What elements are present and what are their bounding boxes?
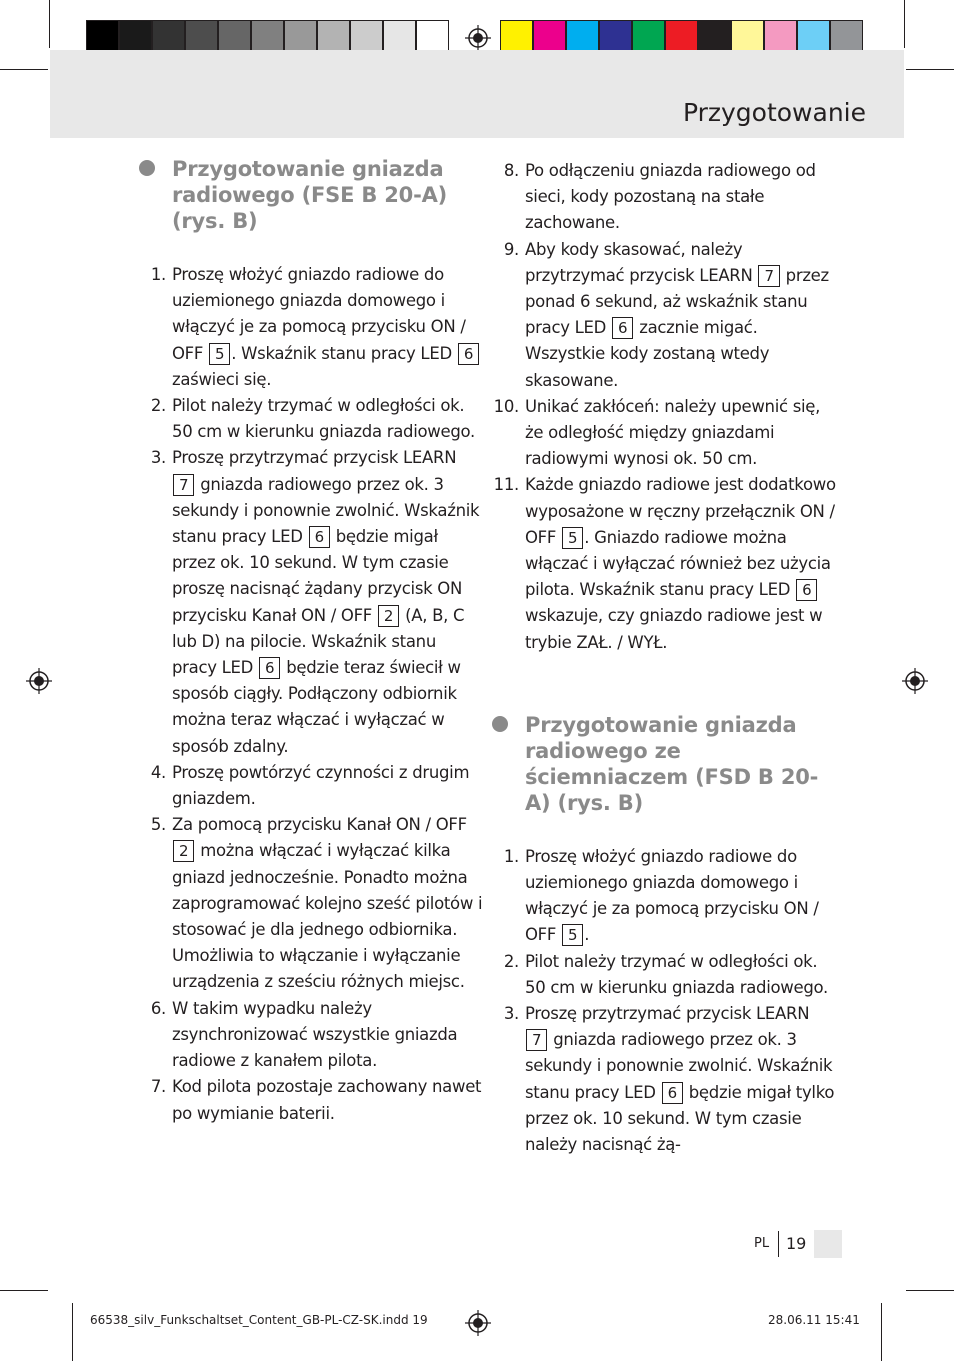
list-item bbox=[505, 844, 837, 949]
registration-mark-icon bbox=[26, 668, 52, 694]
part-reference-number: 5 bbox=[209, 343, 230, 365]
step-text: Kod pilota pozostaje zachowany nawet po wymianie baterii. bbox=[172, 1077, 482, 1123]
step-number: 1. bbox=[503, 846, 519, 866]
list-item bbox=[505, 949, 837, 1001]
crop-mark bbox=[906, 69, 954, 70]
color-swatch bbox=[86, 20, 119, 54]
step-number: 2. bbox=[150, 396, 166, 416]
bullet-icon bbox=[139, 160, 155, 176]
part-reference-number: 7 bbox=[173, 474, 194, 496]
step-text: będzie migał tylko przez ok. 10 sekund. W tym czasie należy nacisnąć żą- bbox=[525, 1082, 835, 1155]
part-reference-number: 6 bbox=[796, 579, 817, 601]
step-list bbox=[492, 158, 837, 656]
step-text: będzie migał przez ok. 10 sekund. W tym czasie proszę nacisnąć żądany przycisk ON przycisku Kanał ON / OFF bbox=[172, 527, 463, 625]
right-column bbox=[492, 158, 837, 1158]
part-reference-number: 6 bbox=[458, 343, 479, 365]
page-tab bbox=[814, 1230, 842, 1258]
step-number: 1. bbox=[150, 265, 166, 284]
part-reference-number: 6 bbox=[259, 657, 280, 679]
page-title: Przygotowanie bbox=[682, 98, 866, 127]
step-list bbox=[492, 844, 837, 1158]
step-list bbox=[139, 262, 484, 1127]
part-reference-number: 7 bbox=[526, 1029, 547, 1051]
list-item bbox=[152, 393, 484, 445]
color-swatch bbox=[416, 20, 449, 54]
section-heading bbox=[492, 712, 837, 816]
color-swatch bbox=[383, 20, 416, 54]
step-number: 3. bbox=[503, 1004, 519, 1024]
color-swatch bbox=[764, 20, 797, 54]
section-heading bbox=[139, 156, 484, 234]
step-text: Za pomocą przycisku Kanał ON / OFF bbox=[172, 815, 467, 835]
step-number: 8. bbox=[503, 161, 519, 180]
list-item bbox=[505, 237, 837, 394]
step-text: gniazda radiowego przez ok. 3 sekundy i ponownie zwolnić. Wskaźnik stanu pracy LED bbox=[172, 474, 480, 547]
step-number: 2. bbox=[503, 951, 519, 971]
step-text: Pilot należy trzymać w odległości ok. 50 cm w kierunku gniazda radiowego. bbox=[172, 396, 475, 442]
color-swatch bbox=[218, 20, 251, 54]
crop-mark bbox=[72, 1303, 73, 1361]
list-item bbox=[152, 445, 484, 759]
crop-mark bbox=[906, 1290, 954, 1291]
registration-mark-icon bbox=[465, 25, 491, 51]
color-swatch bbox=[632, 20, 665, 54]
step-text: można włączać i wyłączać kilka gniazd jednocześnie. Ponadto można zaprogramować kolejno sześć pilotów i stosować je dla jednego odbiornika. Umożliwia to włączanie i wyłączanie urządzenia z sześciu różnych miejsc. bbox=[172, 841, 483, 992]
color-swatch bbox=[317, 20, 350, 54]
part-reference-number: 5 bbox=[562, 924, 583, 946]
gray-scale-bar bbox=[86, 20, 449, 54]
color-swatch bbox=[566, 20, 599, 54]
part-reference-number: 7 bbox=[758, 265, 779, 287]
list-item bbox=[152, 1074, 484, 1126]
list-item bbox=[152, 262, 484, 393]
step-text: Po odłączeniu gniazda radiowego od sieci, kody pozostaną na stałe zachowane. bbox=[525, 161, 816, 233]
step-text: Proszę włożyć gniazdo radiowe do uziemionego gniazda domowego i włączyć je za pomocą przycisku ON / OFF bbox=[525, 846, 819, 945]
step-text: Aby kody skasować, należy przytrzymać przycisk LEARN bbox=[525, 239, 758, 285]
step-text: (A, B, C lub D) na pilocie. Wskaźnik stanu pracy LED bbox=[172, 605, 465, 678]
step-number: 6. bbox=[150, 998, 166, 1018]
crop-mark bbox=[49, 0, 50, 48]
step-text: . Gniazdo radiowe można włączać i wyłączać również bez użycia pilota. Wskaźnik stanu pracy LED bbox=[525, 527, 831, 600]
color-swatch bbox=[152, 20, 185, 54]
color-swatch bbox=[119, 20, 152, 54]
list-item bbox=[152, 996, 484, 1075]
list-item bbox=[505, 1001, 837, 1158]
step-text: W takim wypadku należy zsynchronizować wszystkie gniazda radiowe z kanałem pilota. bbox=[172, 998, 458, 1071]
color-swatch bbox=[185, 20, 218, 54]
list-item bbox=[152, 812, 484, 995]
part-reference-number: 5 bbox=[562, 527, 583, 549]
step-text: będzie teraz świecił w sposób ciągły. Podłączony odbiornik można teraz włączać i wyłączać w sposób zdalny. bbox=[172, 658, 461, 756]
step-number: 11. bbox=[493, 475, 519, 495]
part-reference-number: 6 bbox=[662, 1082, 683, 1104]
color-swatch bbox=[533, 20, 566, 54]
color-swatch bbox=[731, 20, 764, 54]
color-control-bar bbox=[500, 20, 863, 54]
section-title: Przygotowanie gniazda radiowego (FSE B 20-A) (rys. B) bbox=[172, 157, 448, 233]
crop-mark bbox=[0, 69, 48, 70]
step-text: . bbox=[584, 925, 590, 945]
slug-date: 28.06.11 15:41 bbox=[768, 1313, 860, 1327]
section-title: Przygotowanie gniazda radiowego ze ściemniaczem (FSD B 20-A) (rys. B) bbox=[525, 712, 819, 815]
step-text: gniazda radiowego przez ok. 3 sekundy i ponownie zwolnić. Wskaźnik stanu pracy LED bbox=[525, 1030, 833, 1102]
step-number: 3. bbox=[150, 448, 166, 468]
footer-divider bbox=[778, 1231, 779, 1257]
step-text: zacznie migać. Wszystkie kody zostaną wtedy skasowane. bbox=[525, 318, 770, 390]
step-text: zaświeci się. bbox=[172, 369, 272, 389]
page-number: 19 bbox=[786, 1234, 807, 1253]
part-reference-number: 6 bbox=[309, 526, 330, 548]
part-reference-number: 6 bbox=[612, 317, 633, 339]
color-swatch bbox=[599, 20, 632, 54]
step-number: 10. bbox=[493, 396, 519, 416]
step-text: Pilot należy trzymać w odległości ok. 50 cm w kierunku gniazda radiowego. bbox=[525, 951, 828, 997]
color-swatch bbox=[665, 20, 698, 54]
list-item bbox=[505, 158, 837, 237]
color-swatch bbox=[698, 20, 731, 54]
part-reference-number: 2 bbox=[173, 840, 194, 862]
step-text: Proszę przytrzymać przycisk LEARN bbox=[172, 448, 457, 468]
bullet-icon bbox=[492, 716, 508, 732]
color-swatch bbox=[830, 20, 863, 54]
color-swatch bbox=[350, 20, 383, 54]
step-text: . Wskaźnik stanu pracy LED bbox=[231, 343, 457, 363]
color-swatch bbox=[500, 20, 533, 54]
list-item bbox=[493, 394, 837, 473]
language-code: PL bbox=[754, 1236, 770, 1251]
step-text: Proszę włożyć gniazdo radiowe do uziemionego gniazda domowego i włączyć je za pomocą przycisku ON / OFF bbox=[172, 265, 466, 363]
step-number: 7. bbox=[150, 1077, 166, 1097]
part-reference-number: 2 bbox=[378, 605, 399, 627]
step-text: Każde gniazdo radiowe jest dodatkowo wyposażone w ręczny przełącznik ON / OFF bbox=[525, 475, 836, 547]
list-item bbox=[493, 472, 837, 655]
slug-filename: 66538_silv_Funkschaltset_Content_GB-PL-CZ-SK.indd 19 bbox=[90, 1313, 428, 1327]
step-number: 5. bbox=[150, 815, 166, 835]
step-number: 9. bbox=[503, 239, 519, 259]
step-text: Proszę powtórzyć czynności z drugim gniazdem. bbox=[172, 762, 470, 809]
crop-mark bbox=[0, 1290, 48, 1291]
step-text: Proszę przytrzymać przycisk LEARN bbox=[525, 1004, 810, 1024]
list-item bbox=[152, 760, 484, 812]
crop-mark bbox=[904, 0, 905, 48]
color-swatch bbox=[251, 20, 284, 54]
registration-mark-icon bbox=[902, 668, 928, 694]
step-number: 4. bbox=[150, 762, 166, 782]
step-text: Unikać zakłóceń: należy upewnić się, że odległość między gniazdami radiowymi wynosi ok. 50 cm. bbox=[525, 396, 821, 469]
color-swatch bbox=[797, 20, 830, 54]
left-column bbox=[139, 156, 484, 1127]
color-swatch bbox=[284, 20, 317, 54]
registration-mark-icon bbox=[465, 1310, 491, 1336]
step-text: wskazuje, czy gniazdo radiowe jest w trybie ZAŁ. / WYŁ. bbox=[525, 606, 823, 652]
crop-mark bbox=[881, 1303, 882, 1361]
step-text: przez ponad 6 sekund, aż wskaźnik stanu pracy LED bbox=[525, 265, 829, 338]
